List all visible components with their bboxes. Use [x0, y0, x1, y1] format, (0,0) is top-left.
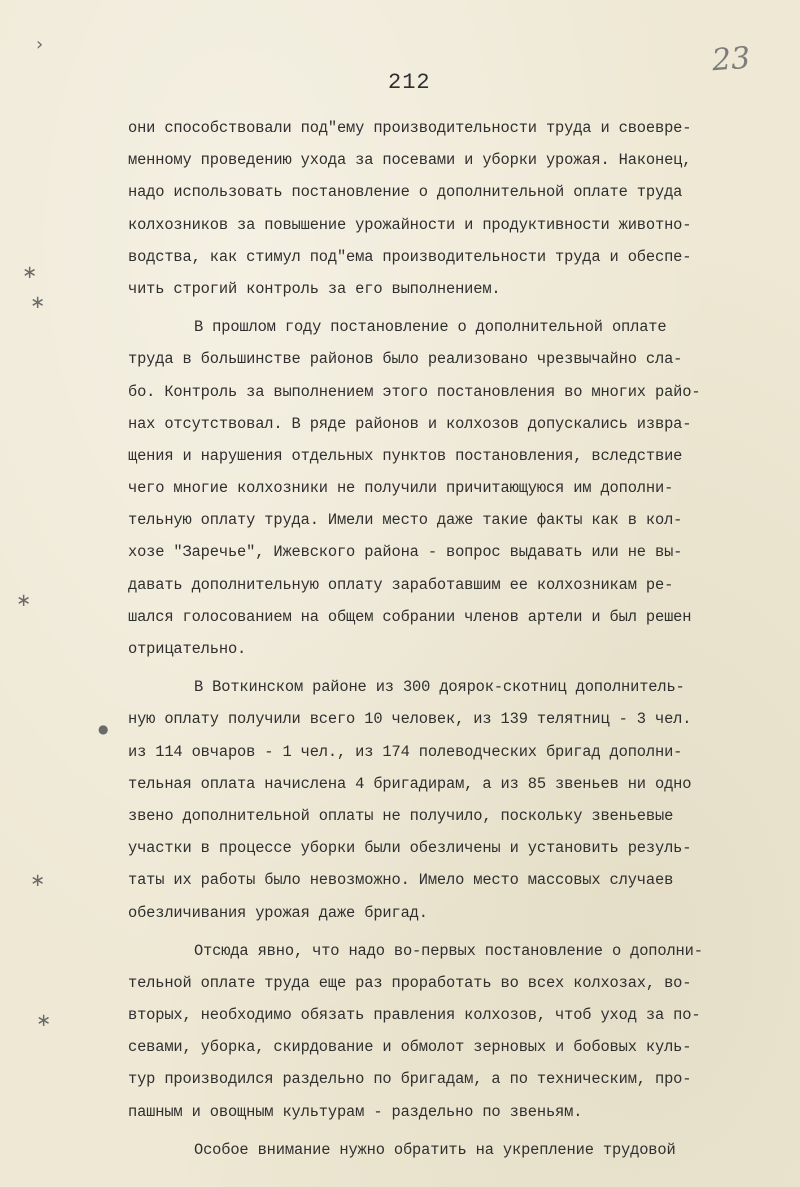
paragraph-3: [128, 671, 796, 929]
text-line: колхозников за повышение урожайности и продуктивности животно-: [128, 215, 692, 234]
text-line: давать дополнительную оплату заработавшим ее колхозникам ре-: [128, 575, 674, 594]
text-line: участки в процессе уборки были обезличены и установить резуль-: [128, 839, 692, 858]
text-line: Особое внимание нужно обратить на укрепление трудовой: [194, 1140, 676, 1159]
paragraph-4: [128, 935, 796, 1128]
page-number: 212: [388, 70, 431, 95]
text-line: чить строгий контроль за его выполнением.: [128, 279, 501, 298]
paragraph-5: [128, 1134, 796, 1166]
text-line: вторых, необходимо обязать правления колхозов, чтоб уход за по-: [128, 1006, 701, 1025]
text-line: бо. Контроль за выполнением этого постановления во многих райо-: [128, 382, 701, 401]
text-line: ную оплату получили всего 10 человек, из 139 телятниц - 3 чел.: [128, 710, 692, 729]
text-line: тельную оплату труда. Имели место даже такие факты как в кол-: [128, 511, 683, 530]
text-line: В прошлом году постановление о дополнительной оплате: [194, 318, 667, 337]
text-line: тур производился раздельно по бригадам, а по техническим, про-: [128, 1070, 692, 1089]
text-line: менному проведению ухода за посевами и уборки урожая. Наконец,: [128, 151, 692, 170]
text-line: надо использовать постановление о дополнительной оплате труда: [128, 183, 683, 202]
text-line: щения и нарушения отдельных пунктов постановления, вследствие: [128, 446, 683, 465]
text-line: нах отсутствовал. В ряде районов и колхозов допускались извра-: [128, 414, 692, 433]
text-line: из 114 овчаров - 1 чел., из 174 полеводческих бригад дополни-: [128, 742, 683, 761]
text-line: они способствовали под"ему производительности труда и своевре-: [128, 119, 692, 137]
margin-mark-left-4: ●: [98, 722, 109, 736]
text-line: отрицательно.: [128, 640, 247, 658]
text-line: звено дополнительной оплаты не получило, поскольку звеньевые: [128, 806, 674, 825]
text-line: тельной оплате труда еще раз проработать во всех колхозах, во-: [128, 973, 692, 992]
text-line: В Воткинском районе из 300 доярок-скотниц дополнитель-: [194, 678, 685, 697]
text-line: севами, уборка, скирдование и обмолот зерновых и бобовых куль-: [128, 1038, 692, 1057]
text-line: обезличивания урожая даже бригад.: [128, 903, 428, 922]
archive-page-number: 23: [710, 40, 752, 79]
paragraph-1: [128, 112, 796, 305]
text-line: труда в большинстве районов было реализовано чрезвычайно сла-: [128, 350, 683, 369]
margin-mark-left-5: ∗: [30, 870, 46, 891]
margin-mark-left-3: ∗: [16, 590, 32, 611]
paragraph-2: [128, 311, 796, 665]
text-line: водства, как стимул под"ема производительности труда и обеспе-: [128, 247, 692, 266]
margin-mark-left-6: ∗: [36, 1010, 52, 1031]
text-line: хозе "Заречье", Ижевского района - вопрос выдавать или не вы-: [128, 543, 683, 562]
text-line: пашным и овощным культурам - раздельно по звеньям.: [128, 1102, 583, 1121]
text-line: тельная оплата начислена 4 бригадирам, а из 85 звеньев ни одно: [128, 774, 692, 793]
margin-mark-left-2: ∗: [30, 292, 46, 313]
text-line: таты их работы было невозможно. Имело место массовых случаев: [128, 871, 674, 890]
body-text: [128, 112, 796, 1166]
margin-mark-left-1: ∗: [22, 262, 38, 283]
text-line: шался голосованием на общем собрании членов артели и был решен: [128, 607, 692, 626]
margin-mark-top: ›: [36, 34, 44, 55]
text-line: Отсюда явно, что надо во-первых постановление о дополни-: [194, 941, 703, 960]
text-line: чего многие колхозники не получили причитающуюся им дополни-: [128, 479, 674, 498]
